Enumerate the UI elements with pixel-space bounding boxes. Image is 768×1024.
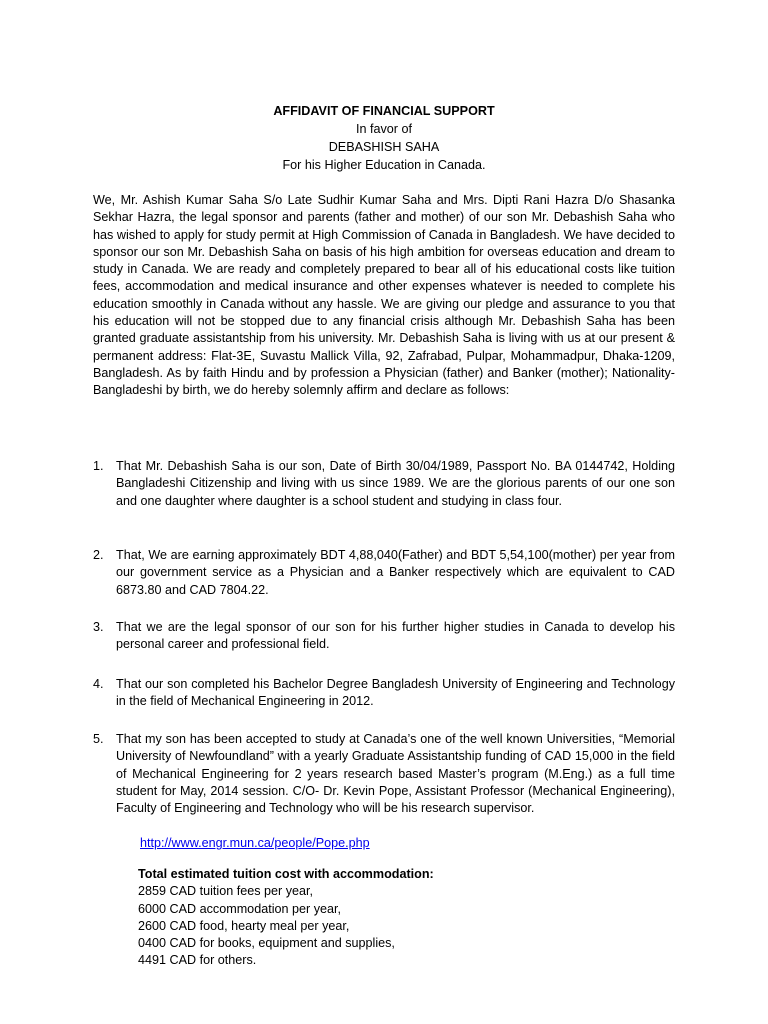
- item-text: That our son completed his Bachelor Degree Bangladesh University of Engineering and Technology in the field of Mechanical Engineering in 2012.: [116, 677, 675, 709]
- beneficiary-name: DEBASHISH SAHA: [328, 140, 440, 154]
- cost-line: 2600 CAD food, hearty meal per year,: [138, 918, 350, 933]
- list-item: [93, 731, 675, 817]
- list-item: [93, 619, 675, 654]
- supervisor-profile-link[interactable]: http://www.engr.mun.ca/people/Pope.php: [140, 836, 370, 850]
- item-text: That Mr. Debashish Saha is our son, Date of Birth 30/04/1989, Passport No. BA 0144742, Holding Bangladeshi Citizenship and living with us since 1989. We are the glorious parents of our one son and one daughter where daughter is a school student and studying in class four.: [116, 459, 675, 508]
- item-number: 4.: [93, 677, 104, 691]
- item-number: 5.: [93, 732, 104, 746]
- cost-breakdown: [138, 866, 538, 970]
- cost-line: 0400 CAD for books, equipment and supplies,: [138, 936, 395, 951]
- item-text: That, We are earning approximately BDT 4,88,040(Father) and BDT 5,54,100(mother) per year from our government service as a Physician and a Banker respectively which are equivalent to CAD 6873.80 and CAD 7804.22.: [116, 548, 675, 597]
- list-item: [93, 547, 675, 599]
- item-text: That my son has been accepted to study at Canada’s one of the well known Universities, “Memorial University of Newfoundland” with a yearly Graduate Assistantship funding of CAD 15,000 in the field of Mechanical Engineering for 2 years research based Master’s program (M.Eng.) as a full time student for May, 2014 session. C/O- Dr. Kevin Pope, Assistant Professor (Mechanical Engineering), Faculty of Engineering and Technology who will be his research supervisor.: [116, 732, 675, 816]
- intro-paragraph: We, Mr. Ashish Kumar Saha S/o Late Sudhir Kumar Saha and Mrs. Dipti Rani Hazra D/o Shasanka Sekhar Hazra, the legal sponsor and parents (father and mother) of our son Mr. Debashish Saha who has wished to apply for study permit at High Commission of Canada in Bangladesh. We have decided to sponsor our son Mr. Debashish Saha on basis of his high ambition for overseas education and dream to study in Canada. We are ready and completely prepared to bear all of his educational costs like tuition fees, accommodation and medical insurance and other expenses whatever is needed to complete his education smoothly in Canada without any hassle. We are giving our pledge and assurance to you that his education will not be stopped due to any financial crisis although Mr. Debashish Saha has been granted graduate assistantship from his university. Mr. Debashish Saha is living with us at our present & permanent address: Flat-3E, Suvastu Mallick Villa, 92, Zafrabad, Pulpar, Mohammadpur, Dhaka-1209, Bangladesh. As by faith Hindu and by profession a Physician (father) and Banker (mother); Nationality- Bangladeshi by birth, we do hereby solemnly affirm and declare as follows:: [93, 193, 675, 398]
- list-item: [93, 458, 675, 510]
- cost-heading: Total estimated tuition cost with accommodation:: [138, 867, 434, 881]
- item-number: 1.: [93, 459, 104, 473]
- list-item: [93, 676, 675, 711]
- cost-line: 6000 CAD accommodation per year,: [138, 901, 342, 916]
- item-text: That we are the legal sponsor of our son for his further higher studies in Canada to develop his personal career and professional field.: [116, 620, 675, 652]
- cost-line: 2859 CAD tuition fees per year,: [138, 884, 314, 899]
- cost-line: 4491 CAD for others.: [138, 953, 257, 968]
- document-title: AFFIDAVIT OF FINANCIAL SUPPORT: [273, 104, 495, 118]
- item-number: 2.: [93, 548, 104, 562]
- purpose-line: For his Higher Education in Canada.: [282, 158, 486, 172]
- title-block: [0, 102, 768, 174]
- item-number: 3.: [93, 620, 104, 634]
- in-favor-of-line: In favor of: [355, 122, 412, 136]
